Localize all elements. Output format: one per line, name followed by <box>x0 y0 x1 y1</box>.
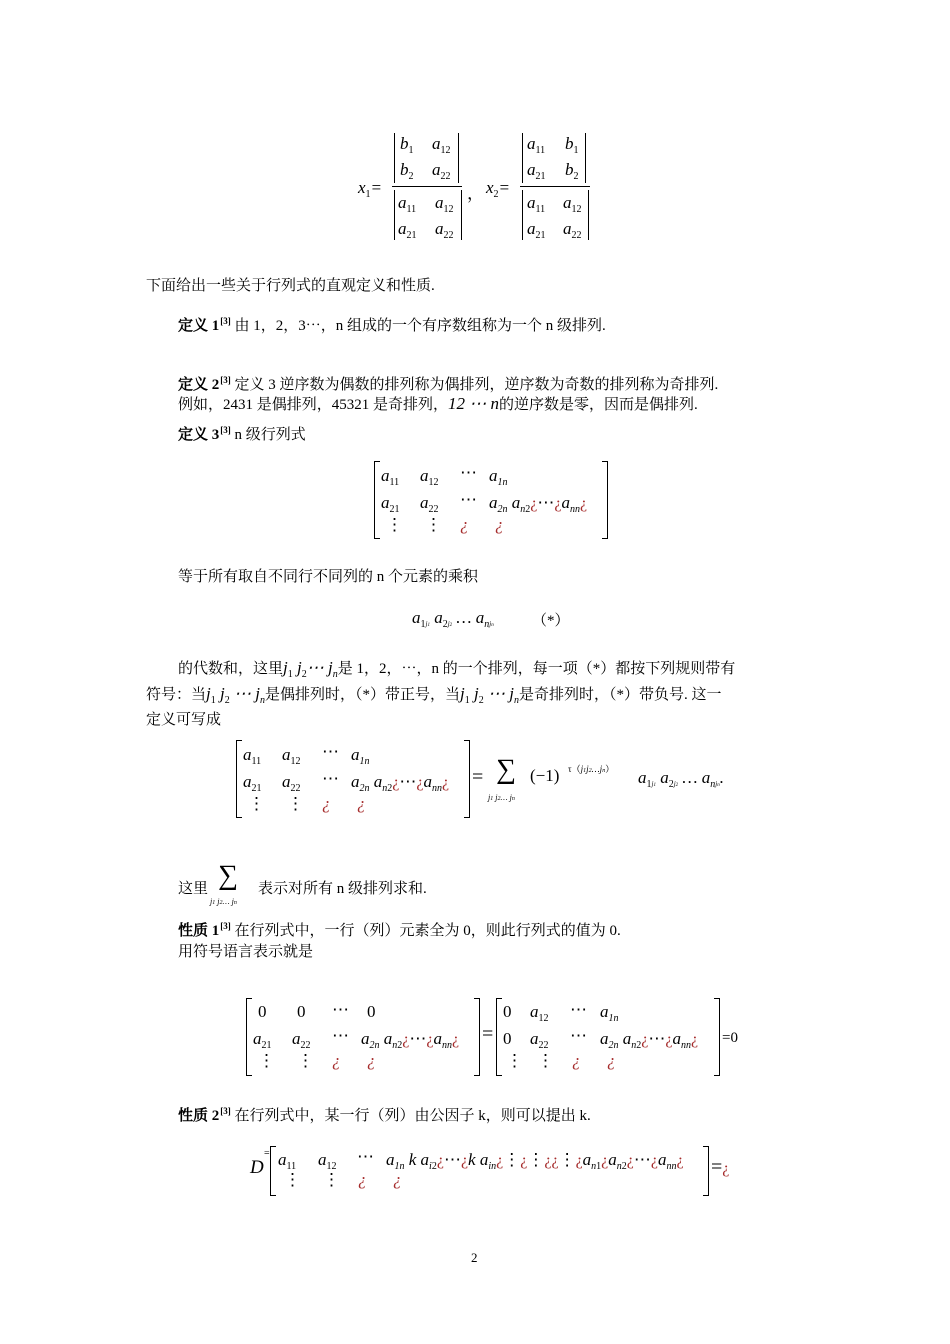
algebraic-sum-line-2: 符号：当$j_1$ $j_2$ ⋯ $j_n$是偶排列时，（*）带正号，当$j_1$ $j_2$ ⋯ $j_n$是奇排列时，（*）带负号. 这一 <box>146 684 722 706</box>
algebraic-sum-line-3: 定义可写成 <box>146 712 222 728</box>
product-intro: 等于所有取自不同行不同列的 n 个元素的乘积 <box>178 569 479 585</box>
x2-label: $x_2=$ <box>486 178 511 200</box>
definition-2: 定义 2[3] 定义 3 逆序数为偶数的排列称为偶排列，逆序数为奇数的排列称为奇排列. <box>178 375 719 393</box>
property-1: 性质 1[3] 在行列式中，一行（列）元素全为 0，则此行列式的值为 0. <box>178 921 621 939</box>
property-2: 性质 2[3] 在行列式中，某一行（列）由公因子 k，则可以提出 k. <box>178 1106 591 1124</box>
definition-1: 定义 1[3] 由 1，2，3⋯，n 组成的一个有序数组称为一个 n 级排列. <box>178 316 606 334</box>
x1-label: $x_1=$ <box>358 178 383 200</box>
page-number: 2 <box>471 1250 478 1265</box>
equals-zero: =0 <box>722 1030 738 1046</box>
sum-note: 这里 表示对所有 n 级排列求和. <box>178 881 427 897</box>
sum-note-sigma: ∑ <box>218 860 238 891</box>
sigma-symbol: ∑ <box>496 754 516 785</box>
definition-2-example: 例如，2431 是偶排列，45321 是奇排列，12 ⋯ n的逆序数是零，因而是偶排列. <box>178 394 698 413</box>
product-formula: $a_1j1$ $a_2j2$ … $a_njn$ <box>412 608 494 630</box>
definition-3: 定义 3[3] n 级行列式 <box>178 425 306 443</box>
star-marker: （*） <box>532 613 570 629</box>
symbol-language: 用符号语言表示就是 <box>178 944 314 960</box>
intro-text: 下面给出一些关于行列式的直观定义和性质. <box>146 278 435 294</box>
algebraic-sum-line-1: 的代数和，这里$j_1$ $j_2\cdots$ $j_n$是 1，2，⋯，n 的一个排列，每一项（*）都按下列规则带有 <box>178 658 736 680</box>
